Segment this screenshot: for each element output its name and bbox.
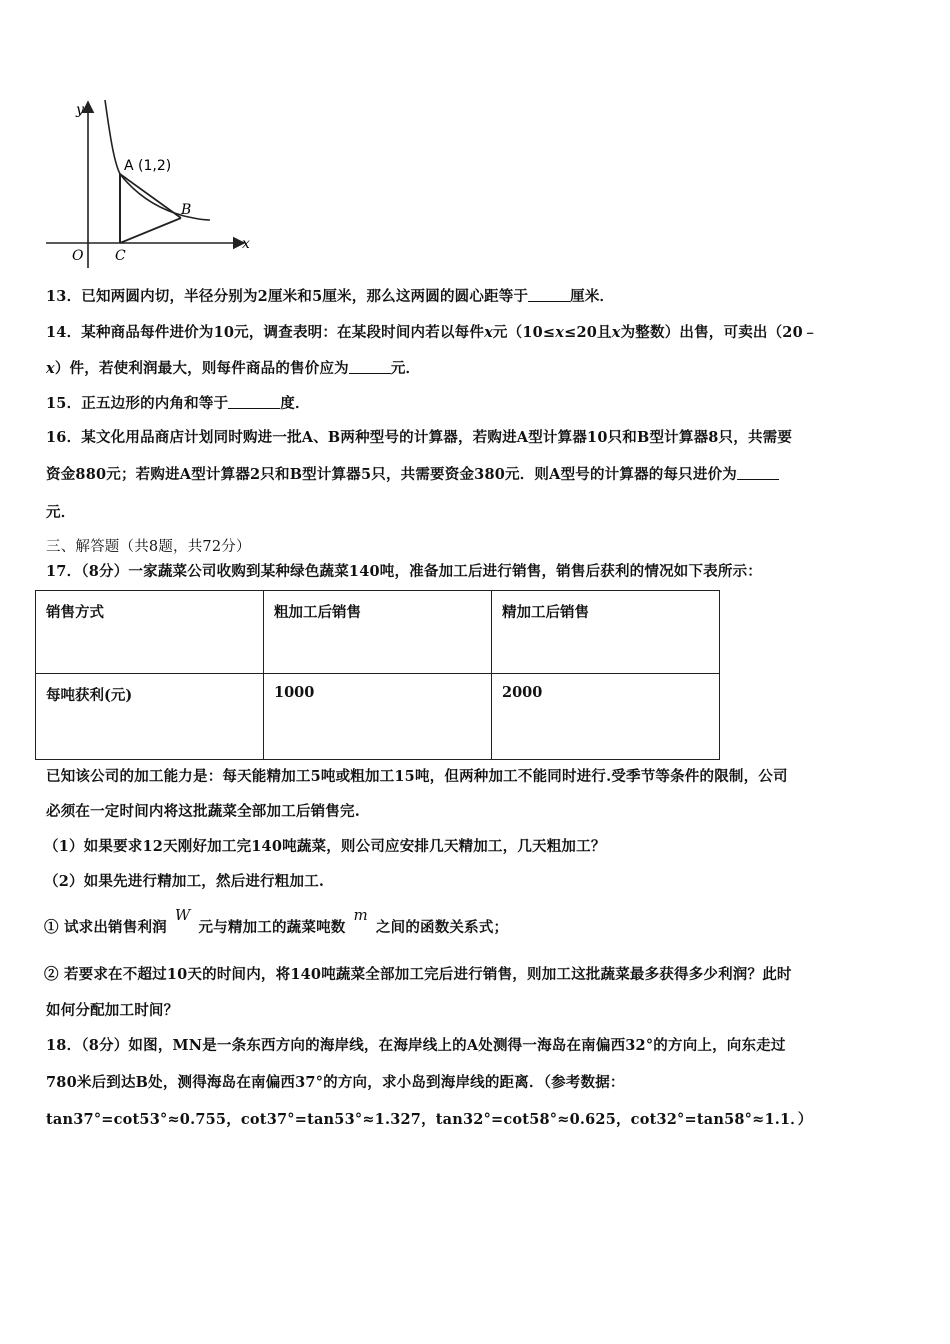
answer-blank [228,394,280,409]
question-15 [46,392,310,413]
section-heading: 三、解答题（共8题，共72分） [46,539,251,555]
q14-tail: 元． [390,360,421,377]
table-cell: 粗加工后销售 [264,591,492,674]
point-b-label: B [181,202,192,218]
table-cell: 每吨获利(元) [36,674,264,760]
question-15-text: 15．正五边形的内角和等于 [46,395,229,412]
q14-part1: 14．某种商品每件进价为10元，调查表明：在某段时间内若以每件 [46,324,485,341]
q14-var-x: x [46,360,55,377]
q14-var-x: x [611,324,621,341]
question-13-text: 13．已知两圆内切，半径分别为2厘米和5厘米，那么这两圆的圆心距等于 [46,288,529,305]
q14-part2: 元（10≤ [492,324,556,341]
answer-blank [737,465,779,480]
question-16-text1: 16．某文化用品商店计划同时购进一批A、B两种型号的计算器，若购进A型计算器10只和B型计算器8只，共需要 [46,429,793,446]
question-17-sub2b-line1: ② 若要求在不超过10天的时间内，将140吨蔬菜全部加工完后进行销售，则加工这批蔬菜最多获得多少利润？此时 [44,966,792,983]
question-18-line2: 780米后到达B处，测得海岛在南偏西37°的方向，求小岛到海岸线的距离．（参考数据： [46,1074,625,1091]
origin-label: O [72,248,84,264]
question-14-line1 [46,321,818,342]
table-row [36,674,720,760]
answer-blank [349,359,391,374]
question-16-line1 [46,426,792,447]
point-a-label: A (1,2) [124,158,172,174]
question-16-line2 [46,463,779,484]
segment-cb [120,218,181,243]
question-17-sub2b-line2: 如何分配加工时间？ [46,1002,179,1019]
question-18-line1: 18．（8分）如图，MN是一条东西方向的海岸线，在海岸线上的A处测得一海岛在南偏西32°的方向上，向东走过 [46,1037,786,1054]
q14-var-x: x [555,324,565,341]
sub2a-text2: 元与精加工的蔬菜吨数 [198,919,346,936]
table-row [36,591,720,674]
q14-var-x: x [484,324,493,341]
question-17-sub2: （2）如果先进行精加工，然后进行粗加工. [44,873,325,890]
sub2a-text1: ① 试求出销售利润 [44,919,167,936]
question-15-tail: 度． [280,395,310,412]
question-17-intro: 17．（8分）一家蔬菜公司收购到某种绿色蔬菜140吨，准备加工后进行销售，销售后获利的情况如下表所示： [46,563,762,580]
table-cell: 销售方式 [36,591,264,674]
question-16-text3: 元． [46,504,76,521]
question-13-tail: 厘米． [570,288,615,305]
segment-ab [120,174,181,218]
question-16-line3 [46,501,75,522]
point-c-label: C [115,248,126,264]
question-13 [46,285,614,306]
table-cell: 精加工后销售 [492,591,720,674]
question-17-sub2a [44,906,509,937]
question-18-line3: tan37°=cot53°≈0.755，cot37°=tan53°≈1.327，tan32°=cot58°≈0.625，cot32°=tan58°≈1.1．） [46,1111,813,1128]
sub2a-text3: 之间的函数关系式； [375,919,509,936]
variable-w: W [174,906,191,924]
q14-part3: ≤20且 [564,324,612,341]
q14-part5: ）件，若使利润最大，则每件商品的售价应为 [54,360,349,377]
table-cell: 1000 [264,674,492,760]
question-17-sub1: （1）如果要求12天刚好加工完140吨蔬菜，则公司应安排几天精加工，几天粗加工？ [44,838,606,855]
axis-x-label: x [242,236,250,252]
q14-part4: 为整数）出售，可卖出（20﹣ [620,324,818,341]
function-graph-figure [44,96,256,272]
question-17-para1: 已知该公司的加工能力是：每天能精加工5吨或粗加工15吨，但两种加工不能同时进行.受季节等条件的限制，公司 [46,768,788,785]
question-17-para2: 必须在一定时间内将这批蔬菜全部加工后销售完. [46,803,360,820]
variable-m: m [353,906,368,924]
sales-profit-table [35,590,720,760]
answer-blank [528,287,570,302]
question-14-line2 [46,357,420,378]
question-16-text2: 资金880元；若购进A型计算器2只和B型计算器5只，共需要资金380元．则A型号的计算器的每只进价为 [46,466,737,483]
table-cell: 2000 [492,674,720,760]
axis-y-label: y [76,102,84,118]
